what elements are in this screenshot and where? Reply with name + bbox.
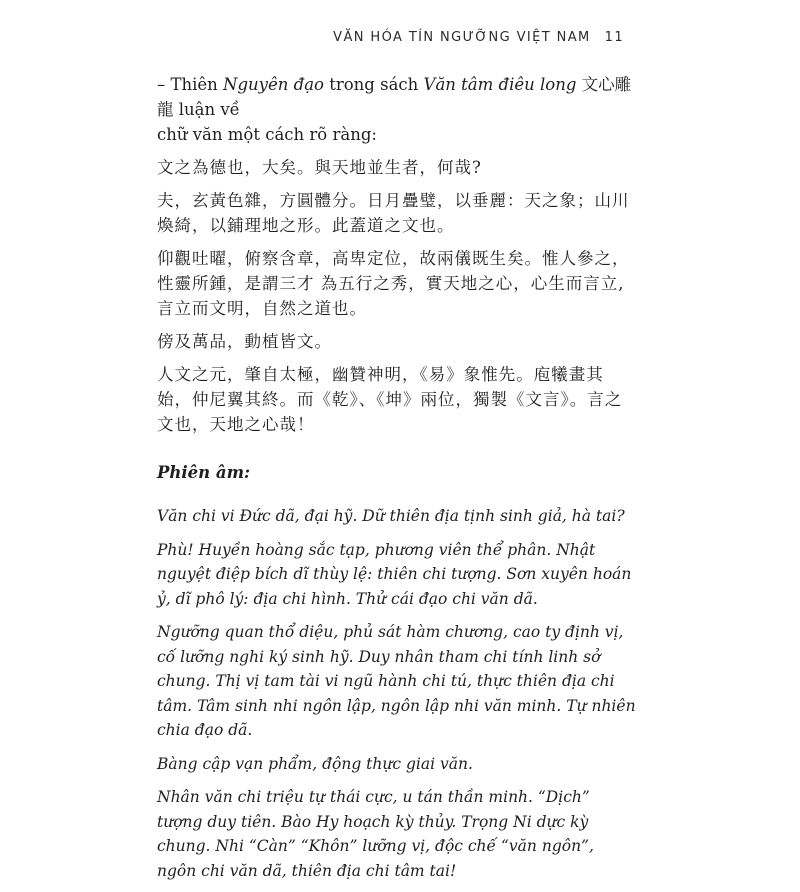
intro-prefix: – Thiên bbox=[157, 75, 224, 94]
intro-line1-end: luận về bbox=[178, 100, 240, 119]
transliteration-paragraph: Nhân văn chi triệu tự thái cực, u tán thần minh. “Dịch” tượng duy tiên. Bào Hy hoạch kỳ thủy. Trọng Ni dực kỳ chung. Nhi “Càn” “Khôn” lưỡng vị, độc chế “văn ngôn”, ngôn chi văn dã, thiên địa chi tâm tai! bbox=[157, 788, 594, 880]
running-header bbox=[333, 30, 624, 45]
page-number: 11 bbox=[604, 30, 624, 45]
transliteration-paragraph: Phù! Huyền hoàng sắc tạp, phương viên thể phân. Nhật nguyệt điệp bích dĩ thùy lệ: thiên chi tượng. Sơn xuyên hoán ỷ, dĩ phô lý: địa chi hình. Thử cái đạo chi văn dã. bbox=[157, 540, 632, 608]
chinese-paragraph: 仰觀吐曜，俯察含章，高卑定位，故兩儀既生矣。惟人參之，性靈所鍾，是謂三才 為五行之秀，實天地之心，心生而言立,言立而文明，自然之道也。 bbox=[157, 249, 630, 318]
transliteration-paragraph: Bàng cập vạn phẩm, động thực giai văn. bbox=[157, 754, 473, 773]
chinese-text-block bbox=[157, 155, 637, 437]
chinese-paragraph: 人文之元，肇自太極，幽贊神明，《易》象惟先。庖犧畫其始，仲尼翼其終。而《乾》、《坤》兩位，獨製《文言》。言之文也，天地之心哉！ bbox=[157, 365, 623, 434]
transliteration-paragraph: Văn chi vi Đức dã, đại hỹ. Dữ thiên địa tịnh sinh giả, hà tai? bbox=[157, 507, 625, 525]
phien-am-heading: Phiên âm: bbox=[157, 463, 251, 482]
chinese-book-title: 文心雕龍 bbox=[157, 75, 632, 119]
transliteration-paragraph: Ngưỡng quan thổ diệu, phủ sát hàm chương, cao ty định vị, cố lưỡng nghi ký sinh hỹ. Duy nhân tham chi tính linh sở chung. Thị vị tam tài vi ngũ hành chi tú, thực thiên địa chi tâm. Tâm sinh nhi ngôn lập, ngôn lập nhi văn minh. Tự nhiên chia đạo dã. bbox=[157, 623, 636, 739]
intro-paragraph bbox=[157, 72, 637, 147]
chinese-paragraph: 文之為德也，大矣。與天地並生者，何哉? bbox=[157, 158, 482, 177]
book-title: Văn tâm điêu long bbox=[423, 75, 577, 94]
chapter-name: Nguyên đạo bbox=[223, 75, 324, 94]
chinese-paragraph: 夫，玄黃色雜，方圓體分。日月疊璧，以垂麗：天之象；山川煥綺，以鋪理地之形。此蓋道之文也。 bbox=[157, 191, 630, 235]
running-title: VĂN HÓA TÍN NGƯỠNG VIỆT NAM bbox=[333, 30, 591, 45]
intro-line2: chữ văn một cách rõ ràng: bbox=[157, 125, 377, 144]
body-text bbox=[157, 72, 637, 892]
chinese-paragraph: 傍及萬品，動植皆文。 bbox=[157, 332, 332, 351]
intro-middle: trong sách bbox=[323, 75, 424, 94]
